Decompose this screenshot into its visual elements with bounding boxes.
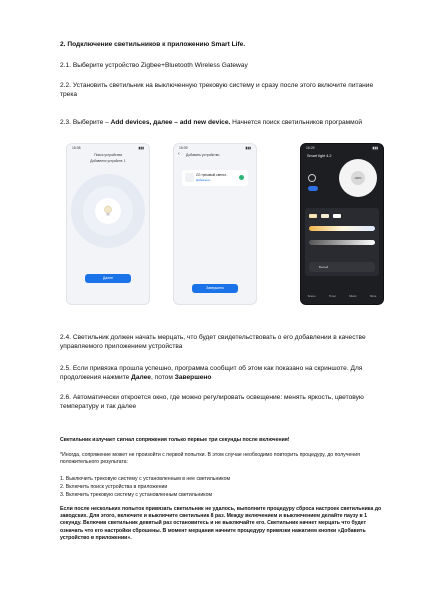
signal-icon: ▮▮▮ [245, 146, 251, 150]
step-2-5 [60, 364, 390, 382]
device-name: ZG трековый светил.. [196, 173, 228, 177]
note-retry-intro: *Иногда, сопряжение может не произойти с первой попытки. В этом случае необходимо повторить процедуру, до получения положительного результата: [60, 452, 360, 466]
section-title: 2. Подключение светильников к приложению Smart Life. [60, 41, 246, 48]
brightness-value: 100% [354, 176, 362, 180]
signal-icon: ▮▮▮ [372, 146, 378, 150]
screenshot-search [66, 143, 150, 305]
signal-icon: ▮▮▮ [138, 146, 144, 150]
step-2-5-mid: , потом [150, 374, 175, 381]
back-chevron-icon[interactable]: ‹ [178, 151, 180, 157]
nav-scene[interactable]: Scene [307, 294, 316, 298]
bottom-nav [301, 294, 383, 298]
retry-step-2: 2. Включить поиск устройства в приложении [60, 484, 168, 490]
note-reset: Если после нескольких попыток привязать светильник не удалось, выполните процедуру сброса настроек светильника до заводских. Для этого, включите и выключите светильник 8 раз. Между включением и выключением делайте паузу в 1 секунду. Включив светильник девятый раз остановитесь и не выключайте его. Светильник начнет мерцать что будет означать что его настройки сброшены. В момент мерцания начните процедуру привязки нажатием кнопки «Добавить устройство в приложении». [60, 506, 382, 541]
status-bar [72, 146, 144, 150]
step-2-3 [60, 118, 390, 127]
retry-step-3: 3. Включить трековую систему с установленным светильником [60, 492, 213, 498]
step-2-5-bold2: Завершено [174, 374, 212, 381]
bulb-icon [103, 205, 113, 217]
step-2-5-text: 2.5. Если привязка прошла успешно, программа сообщит об этом как показано на скриншоте. Для продолжения нажмите [60, 365, 363, 381]
step-2-3-bold: Add devices, далее – add new device. [110, 119, 231, 126]
step-2-5-bold1: Далее [131, 374, 151, 381]
step-2-3-suffix: Начнется поиск светильников программой [230, 119, 363, 126]
step-2-3-prefix: 2.3. Выберите – [60, 119, 111, 126]
step-2-2: 2.2. Установить светильник на выключенную трековую систему и сразу после этого включите питание трека [60, 82, 374, 98]
device-status: Добавлено [196, 178, 211, 182]
done-button[interactable]: Завершено [192, 284, 238, 293]
step-2-1: 2.1. Выберите устройство Zigbee+Bluetooth Wireless Gateway [60, 62, 248, 69]
nav-timer[interactable]: Timer [328, 294, 336, 298]
screen-subtitle: Добавлено устройств: 1 [90, 159, 126, 163]
note-pair-window: Светильник излучает сигнал сопряжения только первые три секунды после включения! [60, 437, 290, 443]
status-time: 16:25 [306, 146, 315, 150]
device-card[interactable] [182, 170, 248, 186]
temperature-slider[interactable] [309, 226, 375, 231]
check-icon [239, 175, 244, 180]
preset-warm[interactable] [309, 214, 317, 218]
status-bar [306, 146, 378, 150]
status-time: 15:09 [179, 146, 188, 150]
step-2-4: 2.4. Светильник должен начать мерцать, что будет свидетельствовать о его добавлении в качестве управляемого приложением устройства [60, 334, 366, 350]
screenshot-control [300, 143, 384, 305]
screen-title: Поиск устройства [94, 153, 122, 157]
status-time: 15:08 [72, 146, 81, 150]
power-toggle[interactable] [308, 186, 318, 191]
preset-neutral[interactable] [321, 214, 329, 218]
nav-music[interactable]: Music [349, 294, 357, 298]
retry-step-1: 1. Выключить трековую систему с установленным в нее светильником [60, 476, 231, 482]
screen-title: Добавить устройство [186, 153, 220, 157]
status-bar [179, 146, 251, 150]
device-title: Smart light 4.2 [307, 154, 332, 158]
brightness-slider[interactable] [309, 240, 375, 245]
nav-more[interactable]: More [369, 294, 377, 298]
preset-cold[interactable] [333, 214, 341, 218]
next-button[interactable]: Далее [85, 274, 131, 283]
step-2-6: 2.6. Автоматически откроется окно, где можно регулировать освещение: менять яркость, цветовую температуру и так далее [60, 394, 364, 410]
power-icon[interactable] [308, 174, 316, 182]
mode-label: Белый [319, 265, 329, 269]
lamp-icon [185, 173, 194, 182]
screenshot-added [173, 143, 257, 305]
